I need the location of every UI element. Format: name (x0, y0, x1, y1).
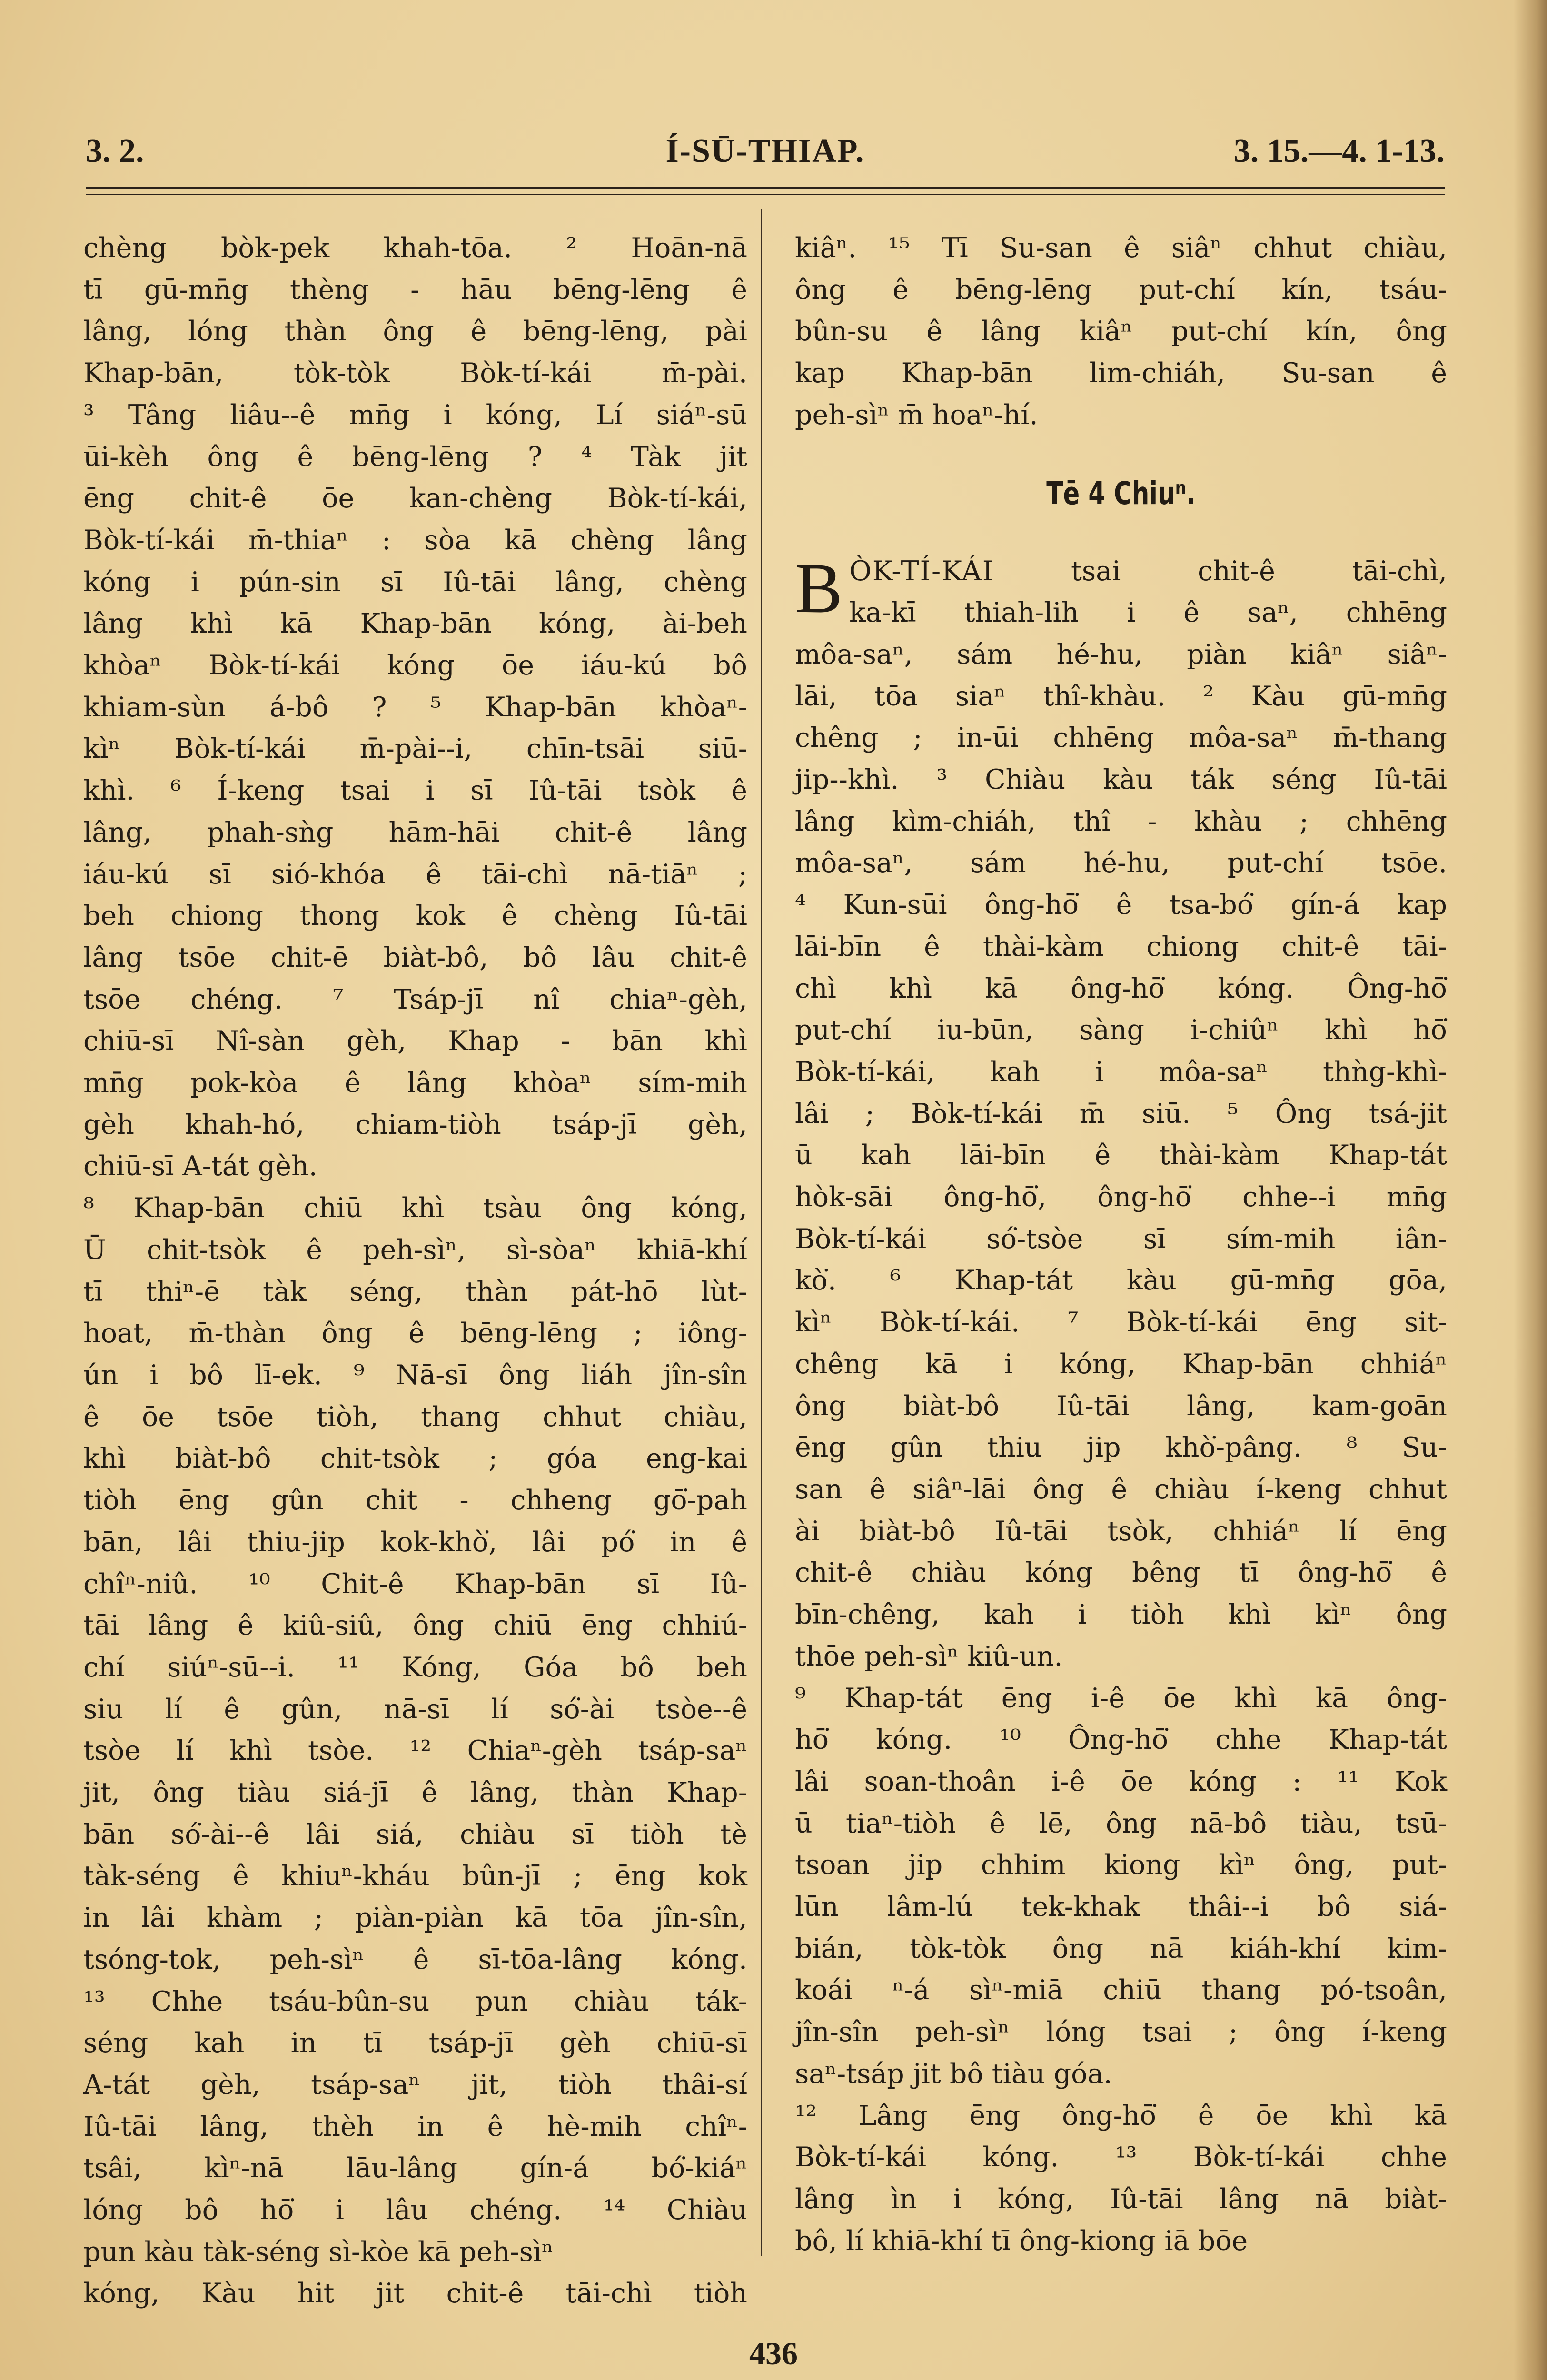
text-line (795, 551, 1447, 593)
header-rule-thin (86, 194, 1445, 195)
right-text-column (795, 228, 1447, 2262)
text-line: lâng kìm-chiáh, thî - khàu ; chhēng (795, 805, 1447, 837)
text-line: kò͘. ⁶ Khap-tát kàu gū-mn̄g gōa, (795, 1265, 1447, 1297)
text-line: Ū chit-tsòk ê peh-sìⁿ, sì-sòaⁿ khiā-khí (83, 1234, 747, 1266)
text-line: beh chiong thong kok ê chèng Iû-tāi (83, 900, 747, 932)
right-column-continuation (795, 228, 1447, 436)
text-line: chêng ; in-ūi chhēng môa-saⁿ m̄-thang (795, 722, 1447, 754)
header-right-reference: 3. 15.—4. 1-13. (1233, 133, 1445, 169)
text-line: kiâⁿ. ¹⁵ Tī Su-san ê siâⁿ chhut chiàu, (795, 232, 1447, 264)
right-column-body (795, 592, 1447, 2262)
text-line: ⁴ Kun-sūi ông-hō͘ ê tsa-bó͘ gín-á kap (795, 889, 1447, 921)
column-divider (761, 209, 762, 2256)
text-line: lâng khì kā Khap-bān kóng, ài-beh (83, 608, 747, 640)
text-line: Bòk-tí-kái m̄-thiaⁿ : sòa kā chèng lâng (83, 524, 747, 556)
chapter-first-line-rest: tsai chit-ê tāi-chì, (994, 555, 1447, 587)
text-line: lóng bô hō͘ i lâu chéng. ¹⁴ Chiàu (83, 2194, 747, 2226)
text-line: lāi, tōa siaⁿ thî-khàu. ² Kàu gū-mn̄g (795, 680, 1447, 712)
text-line: tsoan jip chhim kiong kìⁿ ông, put- (795, 1849, 1447, 1881)
text-line: séng kah in tī tsáp-jī gèh chiū-sī (83, 2027, 747, 2059)
text-line: lâng, phah-sǹg hām-hāi chit-ê lâng (83, 816, 747, 848)
text-line: Bòk-tí-kái kóng. ¹³ Bòk-tí-kái chhe (795, 2142, 1447, 2173)
text-line: san ê siâⁿ-lāi ông ê chiàu í-keng chhut (795, 1473, 1447, 1505)
text-line: ông ê bēng-lēng put-chí kín, tsáu- (795, 274, 1447, 306)
text-line: tiòh ēng gûn chit - chheng gō͘-pah (83, 1485, 747, 1517)
text-line: jip--khì. ³ Chiàu kàu ták séng Iû-tāi (795, 764, 1447, 796)
text-line: ài biàt-bô Iû-tāi tsòk, chhiáⁿ lí ēng (795, 1515, 1447, 1547)
text-line: tāi lâng ê kiû-siû, ông chiū ēng chhiú- (83, 1610, 747, 1642)
text-line: chîⁿ-niû. ¹⁰ Chit-ê Khap-bān sī Iû- (83, 1568, 747, 1600)
chapter-first-words: ÒK-TÍ-KÁI (849, 555, 994, 587)
text-line: bûn-su ê lâng kiâⁿ put-chí kín, ông (795, 316, 1447, 347)
text-line: ³ Tâng liâu--ê mn̄g i kóng, Lí siáⁿ-sū (83, 399, 747, 431)
text-line: siu lí ê gûn, nā-sī lí só͘-ài tsòe--ê (83, 1693, 747, 1725)
text-line: chit-ê chiàu kóng bêng tī ông-hō͘ ê (795, 1557, 1447, 1589)
text-line: chiū-sī A-tát gèh. (83, 1150, 317, 1182)
book-spine-shadow (1514, 0, 1547, 2380)
chapter-heading: Tē 4 Chiuⁿ. (1046, 475, 1196, 512)
text-line: chì khì kā ông-hō͘ kóng. Ông-hō͘ (795, 972, 1447, 1004)
text-line: Khap-bān, tòk-tòk Bòk-tí-kái m̄-pài. (83, 357, 747, 389)
text-line: lâi soan-thoân i-ê ōe kóng : ¹¹ Kok (795, 1765, 1447, 1797)
text-line: mn̄g pok-kòa ê lâng khòaⁿ sím-mih (83, 1067, 747, 1099)
text-line: ông biàt-bô Iû-tāi lâng, kam-goān (795, 1390, 1447, 1422)
text-line: lâi ; Bòk-tí-kái m̄ siū. ⁵ Ông tsá-jit (795, 1098, 1447, 1130)
text-line: thōe peh-sìⁿ kiû-un. (795, 1640, 1063, 1672)
text-line: ê ōe tsōe tiòh, thang chhut chiàu, (83, 1401, 747, 1433)
text-line: put-chí iu-būn, sàng i-chiûⁿ khì hō͘ (795, 1014, 1447, 1046)
text-line: lâng tsōe chit-ē biàt-bô, bô lâu chit-ê (83, 942, 747, 973)
text-line: Bòk-tí-kái, kah i môa-saⁿ thǹg-khì- (795, 1056, 1447, 1088)
text-line: jit, ông tiàu siá-jī ê lâng, thàn Khap- (83, 1777, 747, 1809)
text-line: khì. ⁶ Í-keng tsai i sī Iû-tāi tsòk ê (83, 775, 747, 807)
text-line: hoat, m̄-thàn ông ê bēng-lēng ; iông- (83, 1318, 747, 1349)
text-line: chí siúⁿ-sū--i. ¹¹ Kóng, Góa bô beh (83, 1651, 747, 1683)
text-line: tsâi, kìⁿ-nā lāu-lâng gín-á bó͘-kiáⁿ (83, 2152, 747, 2184)
running-head (86, 128, 1445, 175)
text-line: saⁿ-tsáp jit bô tiàu góa. (795, 2058, 1112, 2090)
text-line: hō͘ kóng. ¹⁰ Ông-hō͘ chhe Khap-tát (795, 1724, 1447, 1756)
text-line: ¹² Lâng ēng ông-hō͘ ê ōe khì kā (795, 2100, 1447, 2132)
text-line: Iû-tāi lâng, thèh in ê hè-mih chîⁿ- (83, 2111, 747, 2142)
text-line: peh-sìⁿ m̄ hoaⁿ-hí. (795, 399, 1038, 431)
text-line: lūn lâm-lú tek-khak thâi--i bô siá- (795, 1891, 1447, 1923)
text-line: ēng gûn thiu jip khò͘-pâng. ⁸ Su- (795, 1432, 1447, 1464)
text-line: kap Khap-bān lim-chiáh, Su-san ê (795, 357, 1447, 389)
text-line: môa-saⁿ, sám hé-hu, piàn kiâⁿ siâⁿ- (795, 638, 1447, 670)
text-line: tàk-séng ê khiuⁿ-kháu bûn-jī ; ēng kok (83, 1860, 747, 1892)
text-line: tī thiⁿ-ē tàk séng, thàn pát-hō lùt- (83, 1276, 747, 1308)
text-line: kóng, Kàu hit jit chit-ê tāi-chì tiòh (83, 2278, 747, 2310)
page-number: 436 (749, 2335, 798, 2371)
text-line: gèh khah-hó, chiam-tiòh tsáp-jī gèh, (83, 1109, 747, 1140)
text-line: ⁸ Khap-bān chiū khì tsàu ông kóng, (83, 1192, 747, 1224)
text-line: lāi-bīn ê thài-kàm chiong chit-ê tāi- (795, 931, 1447, 962)
text-line: chèng bòk-pek khah-tōa. ² Hoān-nā (83, 232, 747, 264)
text-line: khiam-sùn á-bô ? ⁵ Khap-bān khòaⁿ- (83, 691, 747, 723)
text-line: kìⁿ Bòk-tí-kái. ⁷ Bòk-tí-kái ēng sit- (795, 1307, 1447, 1339)
text-line: hòk-sāi ông-hō͘, ông-hō͘ chhe--i mn̄g (795, 1181, 1447, 1213)
text-line: khòaⁿ Bòk-tí-kái kóng ōe iáu-kú bô (83, 650, 747, 682)
text-line: lâng, lóng thàn ông ê bēng-lēng, pài (83, 316, 747, 347)
text-line: kìⁿ Bòk-tí-kái m̄-pài--i, chīn-tsāi siū- (83, 733, 747, 765)
text-line: koái ⁿ-á sìⁿ-miā chiū thang pó-tsoân, (795, 1974, 1447, 2006)
text-line: ēng chit-ê ōe kan-chèng Bòk-tí-kái, (83, 483, 747, 515)
text-line: ūi-kèh ông ê bēng-lēng ? ⁴ Tàk jit (83, 441, 747, 473)
text-line: ka-kī thiah-lih i ê saⁿ, chhēng (849, 597, 1447, 629)
header-rule-thick (86, 187, 1445, 189)
text-line: ū kah lāi-bīn ê thài-kàm Khap-tát (795, 1140, 1447, 1171)
text-line: tī gū-mn̄g thèng - hāu bēng-lēng ê (83, 274, 747, 306)
text-line: ¹³ Chhe tsáu-bûn-su pun chiàu ták- (83, 1985, 747, 2017)
text-line: kóng i pún-sin sī Iû-tāi lâng, chèng (83, 566, 747, 598)
text-line: chêng kā i kóng, Khap-bān chhiáⁿ (795, 1348, 1447, 1380)
text-line: tsōe chéng. ⁷ Tsáp-jī nî chiaⁿ-gèh, (83, 983, 747, 1015)
header-left-reference: 3. 2. (86, 133, 144, 169)
text-line: Bòk-tí-kái só͘-tsòe sī sím-mih iân- (795, 1223, 1447, 1255)
text-line: ún i bô lī-ek. ⁹ Nā-sī ông liáh jîn-sîn (83, 1359, 747, 1391)
text-line: môa-saⁿ, sám hé-hu, put-chí tsōe. (795, 847, 1447, 879)
text-line: in lâi khàm ; piàn-piàn kā tōa jîn-sîn, (83, 1902, 747, 1934)
text-line: jîn-sîn peh-sìⁿ lóng tsai ; ông í-keng (795, 2016, 1447, 2048)
text-line: iáu-kú sī sió-khóa ê tāi-chì nā-tiāⁿ ; (83, 858, 747, 890)
header-book-title: Í-SŪ-THIAP. (665, 133, 865, 169)
text-line: bān só͘-ài--ê lâi siá, chiàu sī tiòh tè (83, 1818, 747, 1850)
text-line: bān, lâi thiu-jip kok-khò͘, lâi pó͘ in ê (83, 1526, 747, 1558)
text-line: bô, lí khiā-khí tī ông-kiong iā bōe (795, 2225, 1248, 2257)
text-line: bīn-chêng, kah i tiòh khì kìⁿ ông (795, 1599, 1447, 1631)
text-line: tsòe lí khì tsòe. ¹² Chiaⁿ-gèh tsáp-saⁿ (83, 1735, 747, 1767)
text-line: ū tiaⁿ-tiòh ê lē, ông nā-bô tiàu, tsū- (795, 1807, 1447, 1839)
text-line: A-tát gèh, tsáp-saⁿ jit, tiòh thâi-sí (83, 2069, 747, 2101)
text-line: tsóng-tok, peh-sìⁿ ê sī-tōa-lâng kóng. (83, 1944, 747, 1975)
drop-cap: B (795, 548, 843, 628)
text-line: chiū-sī Nî-sàn gèh, Khap - bān khì (83, 1025, 747, 1057)
text-line: lâng ìn i kóng, Iû-tāi lâng nā biàt- (795, 2183, 1447, 2215)
text-line: bián, tòk-tòk ông nā kiáh-khí kim- (795, 1933, 1447, 1964)
text-line: khì biàt-bô chit-tsòk ; góa eng-kai (83, 1443, 747, 1475)
text-line: pun kàu tàk-séng sì-kòe kā peh-sìⁿ (83, 2236, 554, 2268)
left-text-column (83, 228, 747, 2315)
text-line: ⁹ Khap-tát ēng i-ê ōe khì kā ông- (795, 1682, 1447, 1714)
